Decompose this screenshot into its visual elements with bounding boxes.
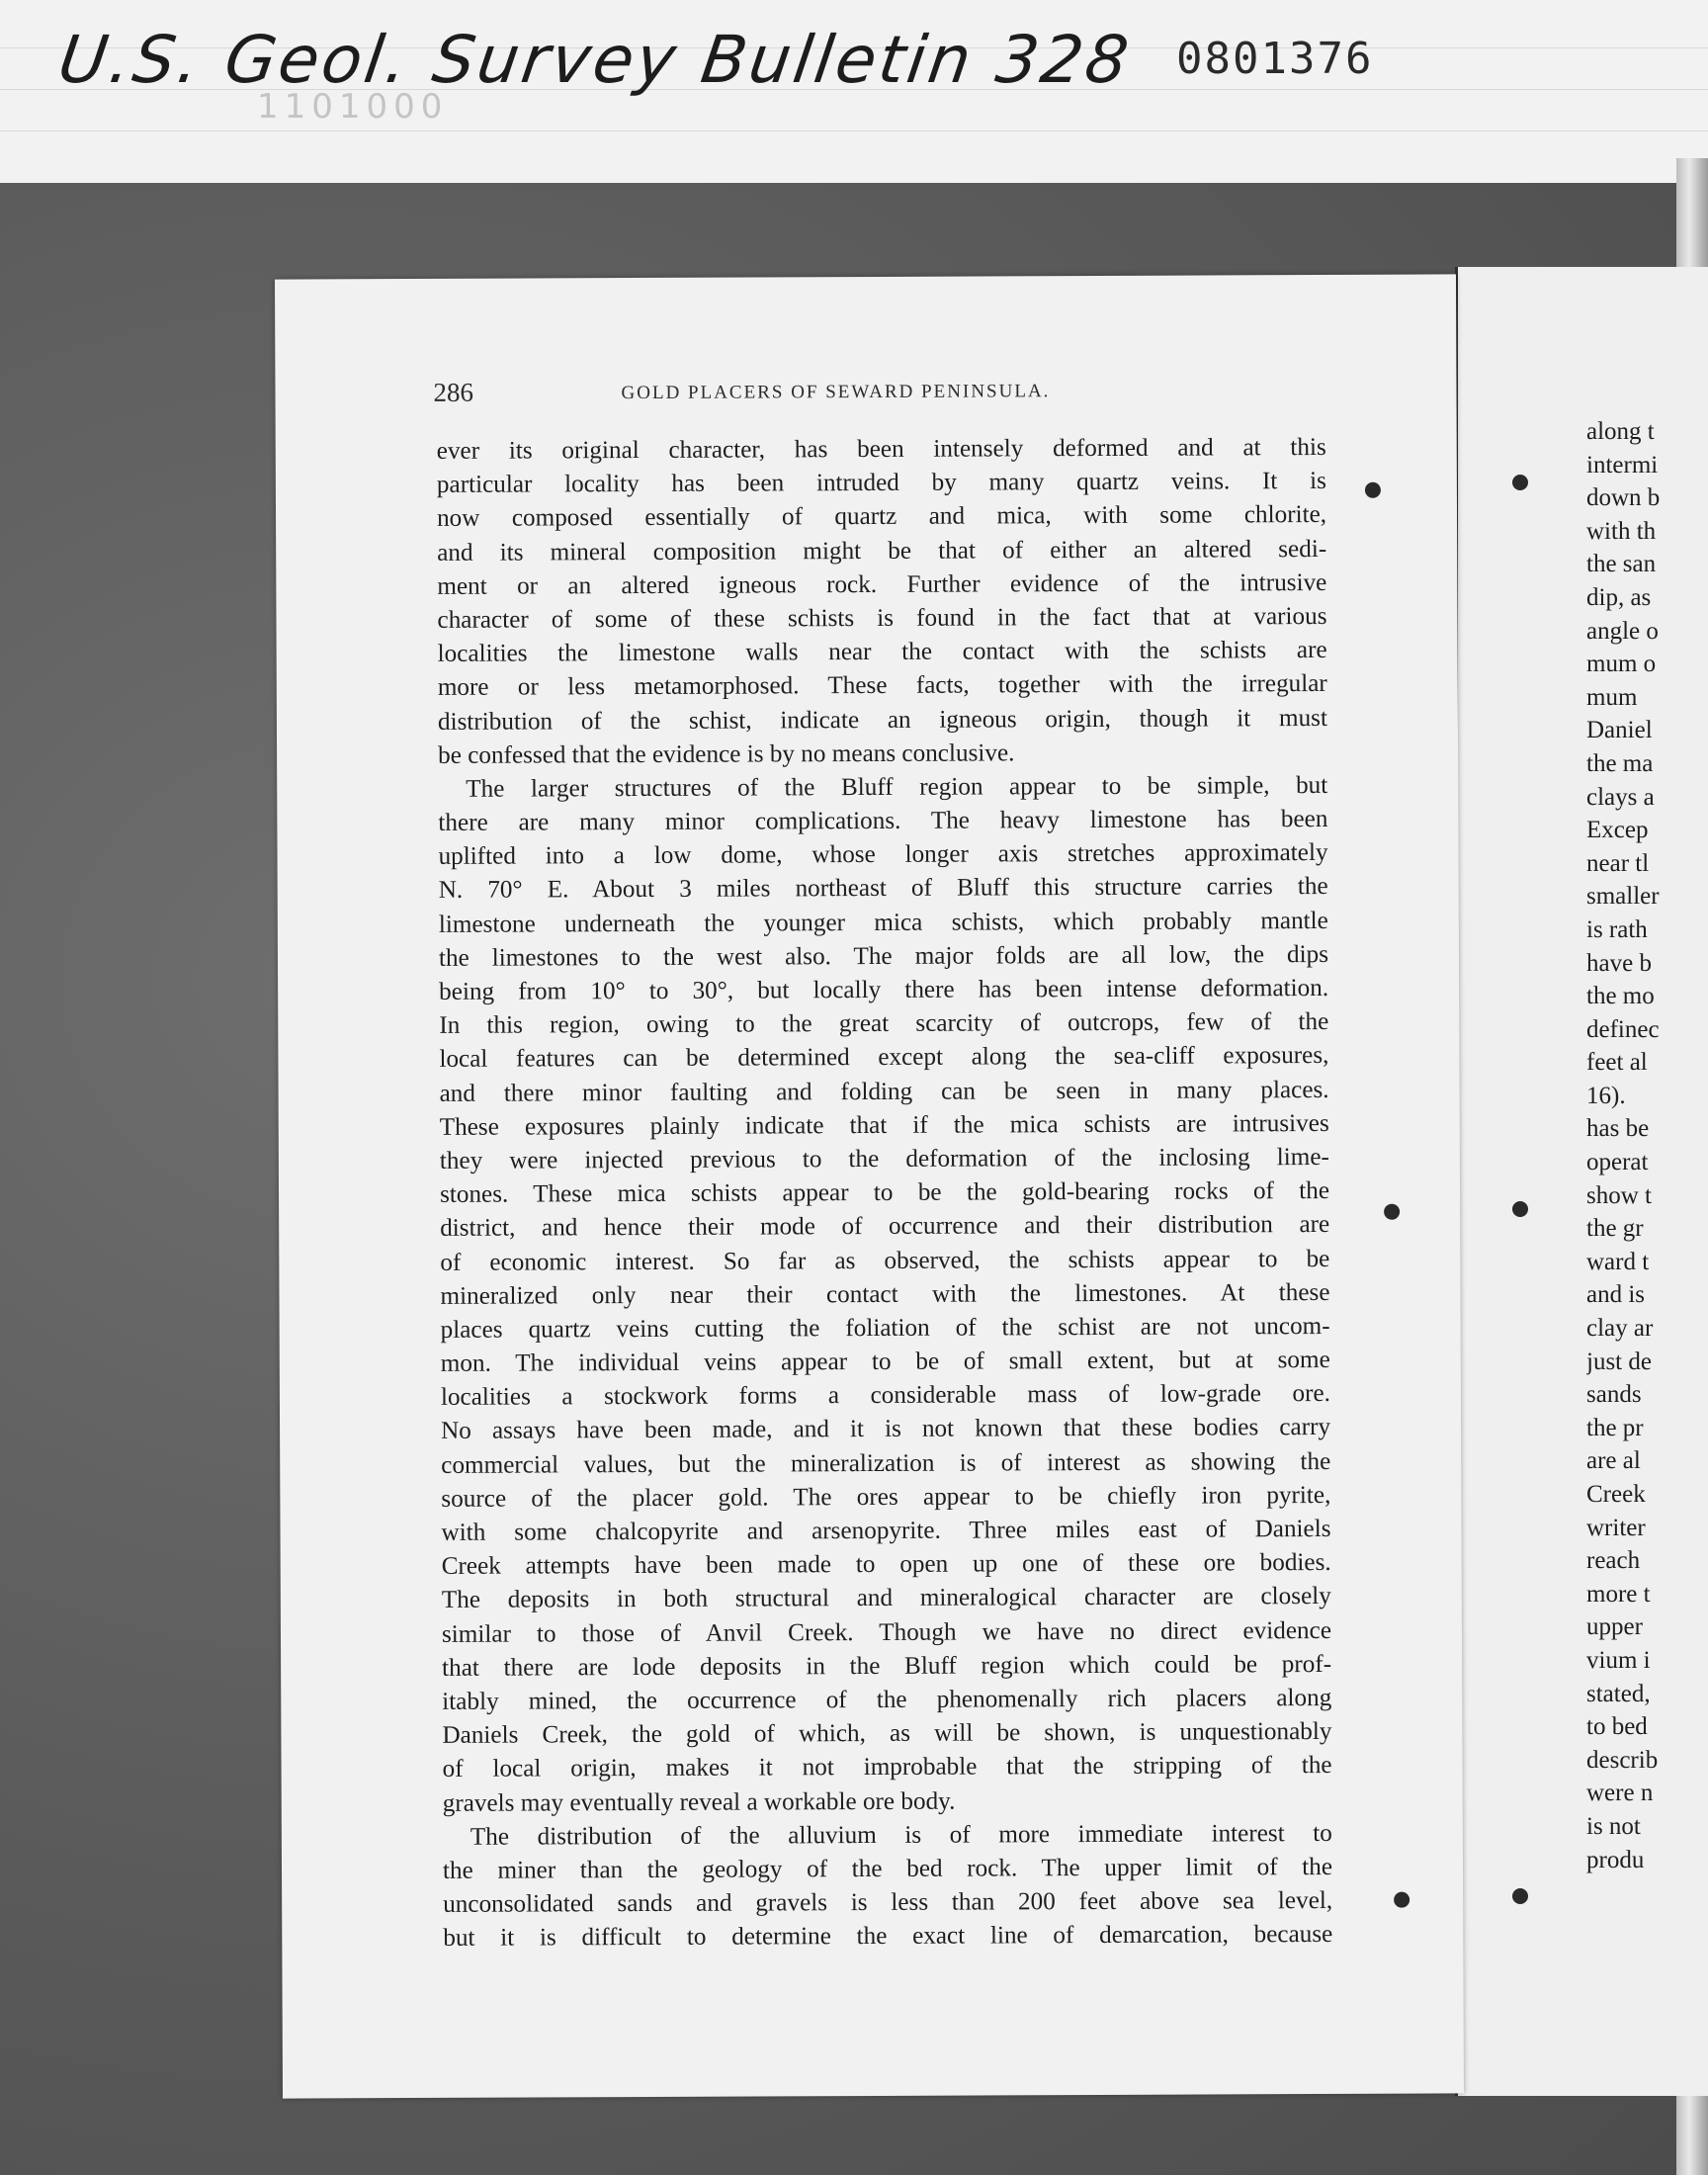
punch-hole-icon bbox=[1512, 475, 1528, 490]
handwritten-label: U.S. Geol. Survey Bulletin 328 bbox=[53, 22, 1136, 98]
text-line: places quartz veins cutting the foliation of the schist are not uncom- bbox=[440, 1312, 1330, 1344]
text-line: be confessed that the evidence is by no means conclusive. bbox=[438, 740, 1015, 769]
text-line: the limestones to the west also. The major folds are all low, the dips bbox=[438, 940, 1329, 972]
text-line: being from 10° to 30°, but locally there has been intense deformation. bbox=[439, 974, 1329, 1005]
page-number: 286 bbox=[433, 377, 474, 407]
text-line: similar to those of Anvil Creek. Though we have no direct evidence bbox=[441, 1616, 1332, 1648]
text-line: distribution of the schist, indicate an igneous origin, though it must bbox=[437, 704, 1327, 736]
text-line: These exposures plainly indicate that if the mica schists are intrusives bbox=[439, 1109, 1329, 1141]
text-line: with some chalcopyrite and arsenopyrite. Three miles east of Daniels bbox=[441, 1515, 1331, 1546]
text-line: character of some of these schists is found in the fact that at various bbox=[437, 602, 1327, 634]
faded-stamp-number: 1101000 bbox=[257, 87, 449, 127]
adjacent-text-line: to bed bbox=[1586, 1713, 1648, 1741]
adjacent-text-line: clays a bbox=[1586, 783, 1655, 811]
text-line: now composed essentially of quartz and mica, with some chlorite, bbox=[436, 501, 1327, 533]
text-line: itably mined, the occurrence of the phenomenally rich placers along bbox=[442, 1684, 1332, 1715]
adjacent-text-line: vium i bbox=[1586, 1646, 1651, 1674]
punch-hole-icon bbox=[1394, 1892, 1409, 1908]
text-line: The deposits in both structural and mineralogical character are closely bbox=[441, 1583, 1331, 1614]
adjacent-text-line: clay ar bbox=[1586, 1315, 1654, 1343]
adjacent-page bbox=[1455, 267, 1708, 2096]
adjacent-text-line: are al bbox=[1586, 1447, 1641, 1475]
text-line: N. 70° E. About 3 miles northeast of Bluff this structure carries the bbox=[438, 873, 1328, 905]
adjacent-text-line: stated, bbox=[1586, 1680, 1651, 1707]
text-line: more or less metamorphosed. These facts, together with the irregular bbox=[437, 670, 1327, 702]
punch-hole-icon bbox=[1512, 1888, 1528, 1904]
adjacent-text-line: have b bbox=[1586, 949, 1652, 977]
text-line: In this region, owing to the great scarcity of outcrops, few of the bbox=[439, 1008, 1329, 1040]
body-text bbox=[437, 431, 1333, 1956]
text-line: No assays have been made, and it is not known that these bodies carry bbox=[441, 1414, 1331, 1445]
punch-hole-icon bbox=[1365, 482, 1381, 498]
book-page bbox=[275, 274, 1464, 2098]
text-line: and its mineral composition might be that of either an altered sedi- bbox=[437, 535, 1327, 566]
adjacent-text-line: is rath bbox=[1586, 915, 1648, 943]
text-line: and there minor faulting and folding can be seen in many places. bbox=[439, 1076, 1329, 1107]
adjacent-text-line: mum o bbox=[1586, 651, 1657, 678]
adjacent-text-line: the pr bbox=[1586, 1414, 1644, 1441]
adjacent-text-line: dip, as bbox=[1586, 583, 1652, 611]
adjacent-text-line: definec bbox=[1586, 1015, 1660, 1043]
adjacent-text-line: Excep bbox=[1586, 817, 1649, 844]
text-line: stones. These mica schists appear to be the gold-bearing rocks of the bbox=[439, 1177, 1330, 1209]
adjacent-text-line: with th bbox=[1586, 517, 1657, 545]
adjacent-text-line: down b bbox=[1586, 484, 1661, 512]
adjacent-text-line: along t bbox=[1586, 418, 1655, 445]
adjacent-text-line: smaller bbox=[1586, 883, 1660, 911]
adjacent-text-line: reach bbox=[1586, 1547, 1641, 1575]
punch-hole-icon bbox=[1512, 1201, 1528, 1217]
ruled-line bbox=[0, 130, 1708, 131]
adjacent-text-line: were n bbox=[1586, 1780, 1654, 1807]
adjacent-text-line: near tl bbox=[1586, 849, 1650, 877]
adjacent-text-line: angle o bbox=[1586, 617, 1659, 645]
text-line: unconsolidated sands and gravels is less than 200 feet above sea level, bbox=[443, 1887, 1333, 1918]
adjacent-text-line: 16). bbox=[1586, 1082, 1626, 1109]
stamp-number: 0801376 bbox=[1176, 34, 1374, 84]
running-head-title: GOLD PLACERS OF SEWARD PENINSULA. bbox=[621, 381, 1051, 404]
adjacent-text-line: the mo bbox=[1586, 983, 1655, 1010]
text-line: mon. The individual veins appear to be of small extent, but at some bbox=[440, 1347, 1330, 1377]
adjacent-text-line: the san bbox=[1586, 551, 1657, 578]
text-line: limestone underneath the younger mica schists, which probably mantle bbox=[438, 907, 1328, 938]
text-line: Daniels Creek, the gold of which, as will be shown, is unquestionably bbox=[442, 1718, 1332, 1750]
text-line: localities the limestone walls near the contact with the schists are bbox=[437, 637, 1327, 668]
text-line: mineralized only near their contact with the limestones. At these bbox=[440, 1278, 1330, 1310]
adjacent-text-line: produ bbox=[1586, 1846, 1645, 1873]
top-label-strip bbox=[0, 0, 1708, 185]
running-head bbox=[433, 374, 1421, 417]
adjacent-text-line: show t bbox=[1586, 1181, 1652, 1209]
adjacent-text-line: is not bbox=[1586, 1812, 1641, 1840]
adjacent-text-line: more t bbox=[1586, 1580, 1651, 1608]
adjacent-text-line: ward t bbox=[1586, 1248, 1650, 1275]
text-line: Creek attempts have been made to open up one of these ore bodies. bbox=[441, 1549, 1331, 1581]
punch-hole-icon bbox=[1384, 1204, 1400, 1220]
adjacent-text-line: operat bbox=[1586, 1149, 1649, 1176]
text-line: of local origin, makes it not improbable that the stripping of the bbox=[442, 1752, 1332, 1784]
adjacent-text-line: describ bbox=[1586, 1746, 1659, 1774]
adjacent-text-line: mum bbox=[1586, 683, 1638, 711]
text-line: they were injected previous to the deformation of the inclosing lime- bbox=[439, 1143, 1329, 1174]
adjacent-text-line: the gr bbox=[1586, 1215, 1644, 1243]
adjacent-text-line: intermi bbox=[1586, 451, 1659, 478]
adjacent-text-line: has be bbox=[1586, 1115, 1650, 1143]
text-line: The distribution of the alluvium is of more immediate interest to bbox=[470, 1819, 1332, 1851]
text-line: the miner than the geology of the bed rock. The upper limit of the bbox=[442, 1853, 1333, 1884]
adjacent-text-line: and is bbox=[1586, 1281, 1646, 1309]
adjacent-text-line: upper bbox=[1586, 1613, 1643, 1641]
text-line: but it is difficult to determine the exact line of demarcation, because bbox=[443, 1921, 1333, 1953]
text-line: The larger structures of the Bluff region appear to be simple, but bbox=[466, 771, 1328, 803]
text-line: source of the placer gold. The ores appear to be chiefly iron pyrite, bbox=[441, 1481, 1331, 1513]
adjacent-text-line: sands bbox=[1586, 1381, 1642, 1409]
text-line: district, and hence their mode of occurrence and their distribution are bbox=[440, 1211, 1330, 1243]
text-line: localities a stockwork forms a considerable mass of low-grade ore. bbox=[440, 1380, 1330, 1412]
adjacent-text-line: the ma bbox=[1586, 749, 1654, 777]
adjacent-page-text bbox=[1586, 415, 1705, 1876]
text-line: particular locality has been intruded by many quartz veins. It is bbox=[436, 468, 1326, 499]
text-line: that there are lode deposits in the Bluff region which could be prof- bbox=[442, 1650, 1332, 1682]
text-line: ment or an altered igneous rock. Further evidence of the intrusive bbox=[437, 568, 1327, 600]
adjacent-text-line: feet al bbox=[1586, 1049, 1648, 1077]
text-line: commercial values, but the mineralization is of interest as showing the bbox=[441, 1447, 1331, 1479]
text-line: of economic interest. So far as observed, the schists appear to be bbox=[440, 1245, 1330, 1276]
adjacent-text-line: just de bbox=[1586, 1348, 1652, 1375]
text-line: ever its original character, has been intensely deformed and at this bbox=[436, 433, 1326, 465]
adjacent-text-line: writer bbox=[1586, 1514, 1646, 1541]
text-line: uplifted into a low dome, whose longer axis stretches approximately bbox=[438, 839, 1328, 871]
text-line: local features can be determined except along the sea-cliff exposures, bbox=[439, 1042, 1329, 1074]
adjacent-text-line: Creek bbox=[1586, 1481, 1646, 1508]
adjacent-text-line: Daniel bbox=[1586, 717, 1653, 744]
text-line: there are many minor complications. The heavy limestone has been bbox=[438, 806, 1328, 836]
text-line: gravels may eventually reveal a workable ore body. bbox=[442, 1787, 956, 1817]
